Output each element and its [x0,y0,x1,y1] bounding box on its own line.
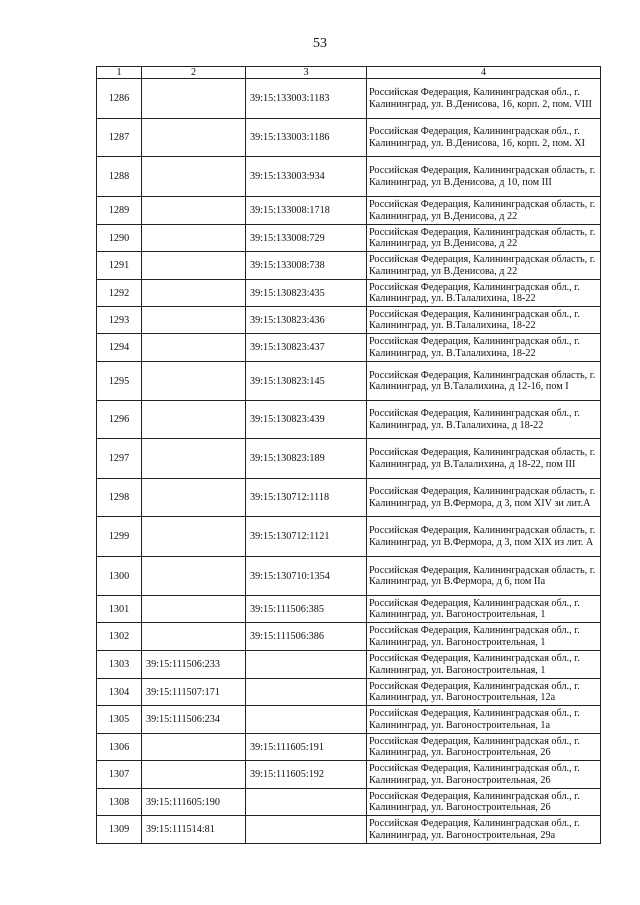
address-cell: Российская Федерация, Калининградская обл., г. Калининград, ул. Вагоностроительная, 29а [367,816,601,844]
address-cell: Российская Федерация, Калининградская область, г. Калининград, ул В.Денисова, д 22 [367,252,601,280]
cadastral-number-cell [142,362,246,401]
cadastral-number-cell [142,596,246,623]
address-cell: Российская Федерация, Калининградская обл., г. Калининград, ул. В.Талалихина, 18-22 [367,280,601,307]
object-number-cell: 39:15:130823:439 [246,401,367,439]
row-number-cell: 1286 [97,79,142,119]
object-number-cell [246,651,367,679]
table-row [97,816,601,844]
table-row [97,557,601,596]
cadastral-number-cell [142,623,246,651]
table-row [97,362,601,401]
object-number-cell: 39:15:111605:192 [246,761,367,789]
row-number-cell: 1291 [97,252,142,280]
address-cell: Российская Федерация, Калининградская область, г. Калининград, ул В.Талалихина, д 18-22, пом III [367,439,601,479]
cadastral-number-cell: 39:15:111507:171 [142,679,246,706]
object-number-cell: 39:15:130823:189 [246,439,367,479]
table-row [97,651,601,679]
address-cell: Российская Федерация, Калининградская область, г. Калининград, ул В.Фермора, д 6, пом IIa [367,557,601,596]
row-number-cell: 1305 [97,706,142,734]
table-row [97,439,601,479]
cadastral-number-cell [142,225,246,252]
table-row [97,79,601,119]
address-cell: Российская Федерация, Калининградская область, г. Калининград, ул В.Денисова, д 22 [367,197,601,225]
address-cell: Российская Федерация, Калининградская обл., г. Калининград, ул. В.Денисова, 16, корп. 2, пом. XI [367,119,601,157]
table-header-row [97,67,601,79]
table-row [97,225,601,252]
address-cell: Российская Федерация, Калининградская обл., г. Калининград, ул. Вагоностроительная, 12а [367,679,601,706]
address-cell: Российская Федерация, Калининградская область, г. Калининград, ул В.Фермора, д 3, пом XIX из лит. А [367,517,601,557]
row-number-cell: 1288 [97,157,142,197]
row-number-cell: 1302 [97,623,142,651]
row-number-cell: 1303 [97,651,142,679]
table-row [97,334,601,362]
table-row [97,119,601,157]
address-cell: Российская Федерация, Калининградская область, г. Калининград, ул В.Денисова, д 22 [367,225,601,252]
row-number-cell: 1308 [97,789,142,816]
table-row [97,280,601,307]
address-cell: Российская Федерация, Калининградская обл., г. Калининград, ул. Вагоностроительная, 1а [367,706,601,734]
object-number-cell: 39:15:111506:386 [246,623,367,651]
object-number-cell [246,679,367,706]
page-number: 53 [313,36,327,51]
row-number-cell: 1296 [97,401,142,439]
cadastral-number-cell [142,334,246,362]
address-cell: Российская Федерация, Калининградская обл., г. Калининград, ул. В.Денисова, 16, корп. 2, пом. VIII [367,79,601,119]
row-number-cell: 1292 [97,280,142,307]
registry-table [96,66,601,844]
object-number-cell: 39:15:130823:437 [246,334,367,362]
cadastral-number-cell [142,557,246,596]
table-row [97,734,601,761]
table-row [97,761,601,789]
row-number-cell: 1309 [97,816,142,844]
cadastral-number-cell: 39:15:111506:233 [142,651,246,679]
table-row [97,596,601,623]
cadastral-number-cell [142,734,246,761]
row-number-cell: 1294 [97,334,142,362]
table-row [97,197,601,225]
row-number-cell: 1287 [97,119,142,157]
table-row [97,789,601,816]
column-header-1: 1 [97,67,142,79]
table-row [97,623,601,651]
table-row [97,679,601,706]
cadastral-number-cell: 39:15:111514:81 [142,816,246,844]
table-row [97,401,601,439]
cadastral-number-cell [142,761,246,789]
cadastral-number-cell [142,119,246,157]
row-number-cell: 1290 [97,225,142,252]
row-number-cell: 1300 [97,557,142,596]
address-cell: Российская Федерация, Калининградская обл., г. Калининград, ул. Вагоностроительная, 26 [367,789,601,816]
address-cell: Российская Федерация, Калининградская обл., г. Калининград, ул. Вагоностроительная, 1 [367,651,601,679]
row-number-cell: 1304 [97,679,142,706]
cadastral-number-cell: 39:15:111506:234 [142,706,246,734]
cadastral-number-cell [142,280,246,307]
object-number-cell [246,816,367,844]
address-cell: Российская Федерация, Калининградская область, г. Калининград, ул В.Талалихина, д 12-16, пом I [367,362,601,401]
address-cell: Российская Федерация, Калининградская обл., г. Калининград, ул. В.Талалихина, 18-22 [367,307,601,334]
cadastral-number-cell [142,79,246,119]
table-row [97,517,601,557]
object-number-cell: 39:15:133003:1186 [246,119,367,157]
table-row [97,706,601,734]
object-number-cell: 39:15:130710:1354 [246,557,367,596]
cadastral-number-cell [142,197,246,225]
address-cell: Российская Федерация, Калининградская обл., г. Калининград, ул. В.Талалихина, д 18-22 [367,401,601,439]
column-header-4: 4 [367,67,601,79]
address-cell: Российская Федерация, Калининградская обл., г. Калининград, ул. Вагоностроительная, 26 [367,761,601,789]
cadastral-number-cell [142,401,246,439]
object-number-cell: 39:15:111605:191 [246,734,367,761]
object-number-cell: 39:15:130823:435 [246,280,367,307]
address-cell: Российская Федерация, Калининградская область, г. Калининград, ул В.Фермора, д 3, пом XIV зи лит.А [367,479,601,517]
address-cell: Российская Федерация, Калининградская обл., г. Калининград, ул. Вагоностроительная, 1 [367,596,601,623]
object-number-cell: 39:15:130823:145 [246,362,367,401]
object-number-cell [246,789,367,816]
row-number-cell: 1301 [97,596,142,623]
object-number-cell [246,706,367,734]
row-number-cell: 1307 [97,761,142,789]
column-header-2: 2 [142,67,246,79]
address-cell: Российская Федерация, Калининградская обл., г. Калининград, ул. Вагоностроительная, 1 [367,623,601,651]
address-cell: Российская Федерация, Калининградская обл., г. Калининград, ул. Вагоностроительная, 26 [367,734,601,761]
address-cell: Российская Федерация, Калининградская область, г. Калининград, ул В.Денисова, д 10, пом III [367,157,601,197]
cadastral-number-cell: 39:15:111605:190 [142,789,246,816]
object-number-cell: 39:15:130712:1121 [246,517,367,557]
address-cell: Российская Федерация, Калининградская обл., г. Калининград, ул. В.Талалихина, 18-22 [367,334,601,362]
table-row [97,252,601,280]
cadastral-number-cell [142,517,246,557]
object-number-cell: 39:15:133003:934 [246,157,367,197]
cadastral-number-cell [142,307,246,334]
row-number-cell: 1295 [97,362,142,401]
object-number-cell: 39:15:133008:1718 [246,197,367,225]
object-number-cell: 39:15:111506:385 [246,596,367,623]
cadastral-number-cell [142,439,246,479]
object-number-cell: 39:15:130712:1118 [246,479,367,517]
row-number-cell: 1289 [97,197,142,225]
column-header-3: 3 [246,67,367,79]
table-row [97,307,601,334]
table-row [97,479,601,517]
object-number-cell: 39:15:133003:1183 [246,79,367,119]
cadastral-number-cell [142,157,246,197]
object-number-cell: 39:15:130823:436 [246,307,367,334]
object-number-cell: 39:15:133008:738 [246,252,367,280]
row-number-cell: 1293 [97,307,142,334]
object-number-cell: 39:15:133008:729 [246,225,367,252]
row-number-cell: 1298 [97,479,142,517]
cadastral-number-cell [142,479,246,517]
row-number-cell: 1299 [97,517,142,557]
cadastral-number-cell [142,252,246,280]
table-row [97,157,601,197]
row-number-cell: 1297 [97,439,142,479]
row-number-cell: 1306 [97,734,142,761]
